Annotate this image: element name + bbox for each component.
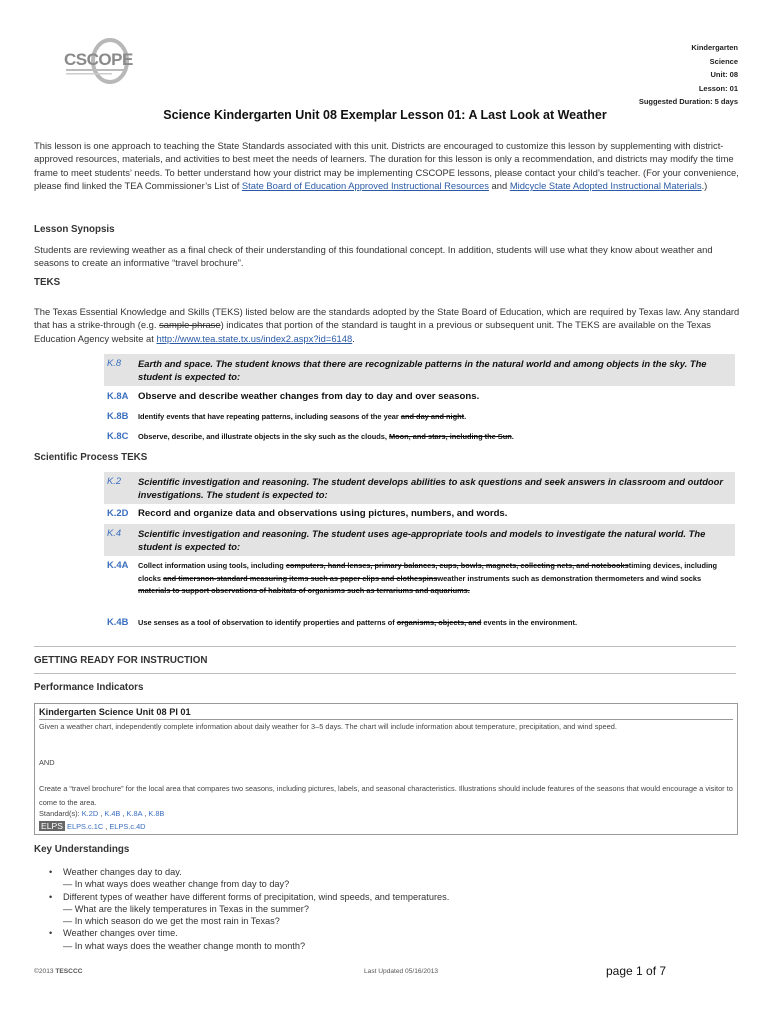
teks-k8-row: [104, 354, 735, 386]
teks-k2-row: [104, 472, 735, 504]
teks-k8b-text: Identify events that have repeating patterns, including seasons of the year and day and night.: [138, 412, 467, 421]
std-link-k2d[interactable]: K.2D: [81, 809, 99, 818]
sci-process-heading: Scientific Process TEKS: [34, 452, 148, 463]
std-link-k4b[interactable]: K.4B: [104, 809, 121, 818]
footer-updated: Last Updated 05/16/2013: [364, 968, 439, 975]
teks-k2d-text: Record and organize data and observations using pictures, numbers, and words.: [138, 508, 508, 519]
elps-link-c1c[interactable]: ELPS.c.1C: [67, 822, 104, 831]
performance-indicators-heading: Performance Indicators: [34, 682, 144, 693]
section-divider: [34, 646, 736, 647]
page-title: Science Kindergarten Unit 08 Exemplar Lesson 01: A Last Look at Weather: [163, 108, 607, 122]
teks-k8a-code: K.8A: [107, 390, 129, 401]
meta-unit: Unit: 08: [710, 70, 738, 80]
teks-k2d-row: [104, 507, 735, 523]
teks-k8-text: Earth and space. The student knows that there are recognizable patterns in the natural world and among objects in the sky. The student is expected to:: [138, 358, 707, 382]
key-understandings-heading: Key Understandings: [34, 844, 130, 855]
pi-text-1: Given a weather chart, independently complete information about daily weather for 3–5 days. The chart will include information about temperature, precipitation, and wind speed.: [39, 722, 617, 731]
ku-item-1: • Weather changes day to day.: [46, 866, 449, 878]
teks-k8c-text: Observe, describe, and illustrate objects in the sky such as the clouds, Moon, and stars, including the Sun.: [138, 432, 514, 441]
teks-k8b-code: K.8B: [107, 410, 129, 421]
ku-item-3: • Weather changes over time.: [46, 927, 449, 939]
footer-copyright: ©2013 TESCCC: [34, 968, 83, 975]
teks-k8a-text: Observe and describe weather changes from day to day and over seasons.: [138, 391, 480, 402]
pi-and: AND: [39, 758, 55, 767]
svg-text:CSCOPE: CSCOPE: [64, 50, 133, 69]
ku-question: — What are the likely temperatures in Texas in the summer?: [63, 903, 309, 914]
teks-k4-text: Scientific investigation and reasoning. The student uses age-appropriate tools and models to investigate the natural world. The student is expected to:: [138, 528, 706, 552]
teks-k4b-code: K.4B: [107, 616, 129, 627]
teks-k2d-code: K.2D: [107, 507, 129, 518]
meta-lesson: Lesson: 01: [698, 83, 738, 93]
teks-heading: TEKS: [34, 277, 61, 288]
link-midcycle-materials[interactable]: Midcycle State Adopted Instructional Materials: [509, 179, 702, 191]
synopsis-heading: Lesson Synopsis: [34, 224, 115, 235]
teks-k8c-code: K.8C: [107, 430, 129, 441]
footer-page-number: page 1 of 7: [606, 964, 667, 978]
link-tea-teks[interactable]: http://www.tea.state.tx.us/index2.aspx?id=6148: [156, 332, 353, 344]
teks-k8c-row: [104, 430, 735, 446]
ku-question: — In what ways does weather change from day to day?: [63, 879, 290, 890]
teks-k2-code: K.2: [107, 475, 122, 486]
pi-standards: Standard(s): K.2D , K.4B , K.8A , K.8B: [39, 809, 165, 818]
teks-k4b-text: Use senses as a tool of observation to identify properties and patterns of organisms, objects, and events in the environment.: [138, 618, 578, 627]
ku-question: — In what ways does the weather change month to month?: [63, 940, 306, 951]
performance-indicator-box: [34, 703, 738, 835]
teks-k4a-code: K.4A: [107, 559, 129, 570]
std-link-k8a[interactable]: K.8A: [126, 809, 143, 818]
ku-question: — In which season do we get the most rain in Texas?: [63, 916, 280, 927]
teks-k8a-row: [104, 390, 735, 406]
teks-k8b-row: [104, 410, 735, 426]
teks-k2-text: Scientific investigation and reasoning. The student develops abilities to ask questions and seek answers in classroom and outdoor investigations. The student is expected to:: [138, 476, 724, 500]
elps-link-c4d[interactable]: ELPS.c.4D: [109, 822, 146, 831]
pi-title: Kindergarten Science Unit 08 PI 01: [39, 707, 733, 720]
intro-paragraph: This lesson is one approach to teaching the State Standards associated with this unit. Districts are encouraged to customize this lesson by supplementing with district-approved resources, materials, and activities to best meet the needs of learners. The duration for this lesson is only a recommendation, and districts may modify the time frame to meet students’ needs. To better understand how your district may be implementing CSCOPE lessons, please contact your child’s teacher. (For your convenience, please find linked the TEA Commissioner’s List of State Board of Education Approved Instructional Resources and Midcycle State Adopted Instructional Materials.): [34, 140, 739, 191]
lesson-meta: [639, 41, 738, 109]
teks-k4-code: K.4: [107, 527, 122, 538]
teks-k4a-row: [104, 559, 735, 611]
ku-item-2: • Different types of weather have different forms of precipitation, wind speeds, and temperatures.: [46, 891, 449, 903]
section-divider: [34, 673, 736, 674]
teks-k8-code: K.8: [107, 357, 122, 368]
elps-tag: ELPS: [41, 821, 63, 831]
meta-subject: Science: [709, 56, 738, 66]
pi-text-2: Create a “travel brochure” for the local area that compares two seasons, including pictures, labels, and seasonal characteristics. Illustrations should include features of the seasons that would encourage a visitor to come to the area.: [39, 784, 733, 807]
std-link-k8b[interactable]: K.8B: [148, 809, 165, 818]
pi-elps: ELPS ELPS.c.1C , ELPS.c.4D: [41, 821, 146, 831]
getting-ready-heading: GETTING READY FOR INSTRUCTION: [34, 655, 208, 666]
cscope-logo: [62, 38, 142, 84]
meta-duration: Suggested Duration: 5 days: [638, 97, 738, 107]
key-understandings-list: [46, 866, 449, 952]
meta-grade: Kindergarten: [691, 43, 738, 52]
link-sboe-resources[interactable]: State Board of Education Approved Instructional Resources: [241, 179, 489, 191]
teks-k4b-row: [104, 616, 735, 632]
teks-k4a-text: Collect information using tools, including computers, hand lenses, primary balances, cups, bowls, magnets, collecting nets, and notebookstiming devices, including clocks and timersnon-standard measuring items such as paper clips and clothespinsweather instruments such as demonstration thermometers and wind socks materials to support observations of habitats of organisms such as terrariums and aquariums.: [138, 561, 718, 596]
teks-intro: The Texas Essential Knowledge and Skills (TEKS) listed below are the standards adopted by the State Board of Education, which are required by Texas law. Any standard that has a strike-through (e.g. sample phrase) indicates that portion of the standard is taught in a previous or subsequent unit. The TEKS are available on the Texas Education Agency website at http://www.tea.state.tx.us/index2.aspx?id=6148.: [34, 306, 740, 344]
teks-k4-row: [104, 524, 735, 556]
synopsis-text: Students are reviewing weather as a final check of their understanding of this foundational concept. In addition, students will use what they know about weather and seasons to create an informative “travel brochure”.: [34, 244, 713, 269]
